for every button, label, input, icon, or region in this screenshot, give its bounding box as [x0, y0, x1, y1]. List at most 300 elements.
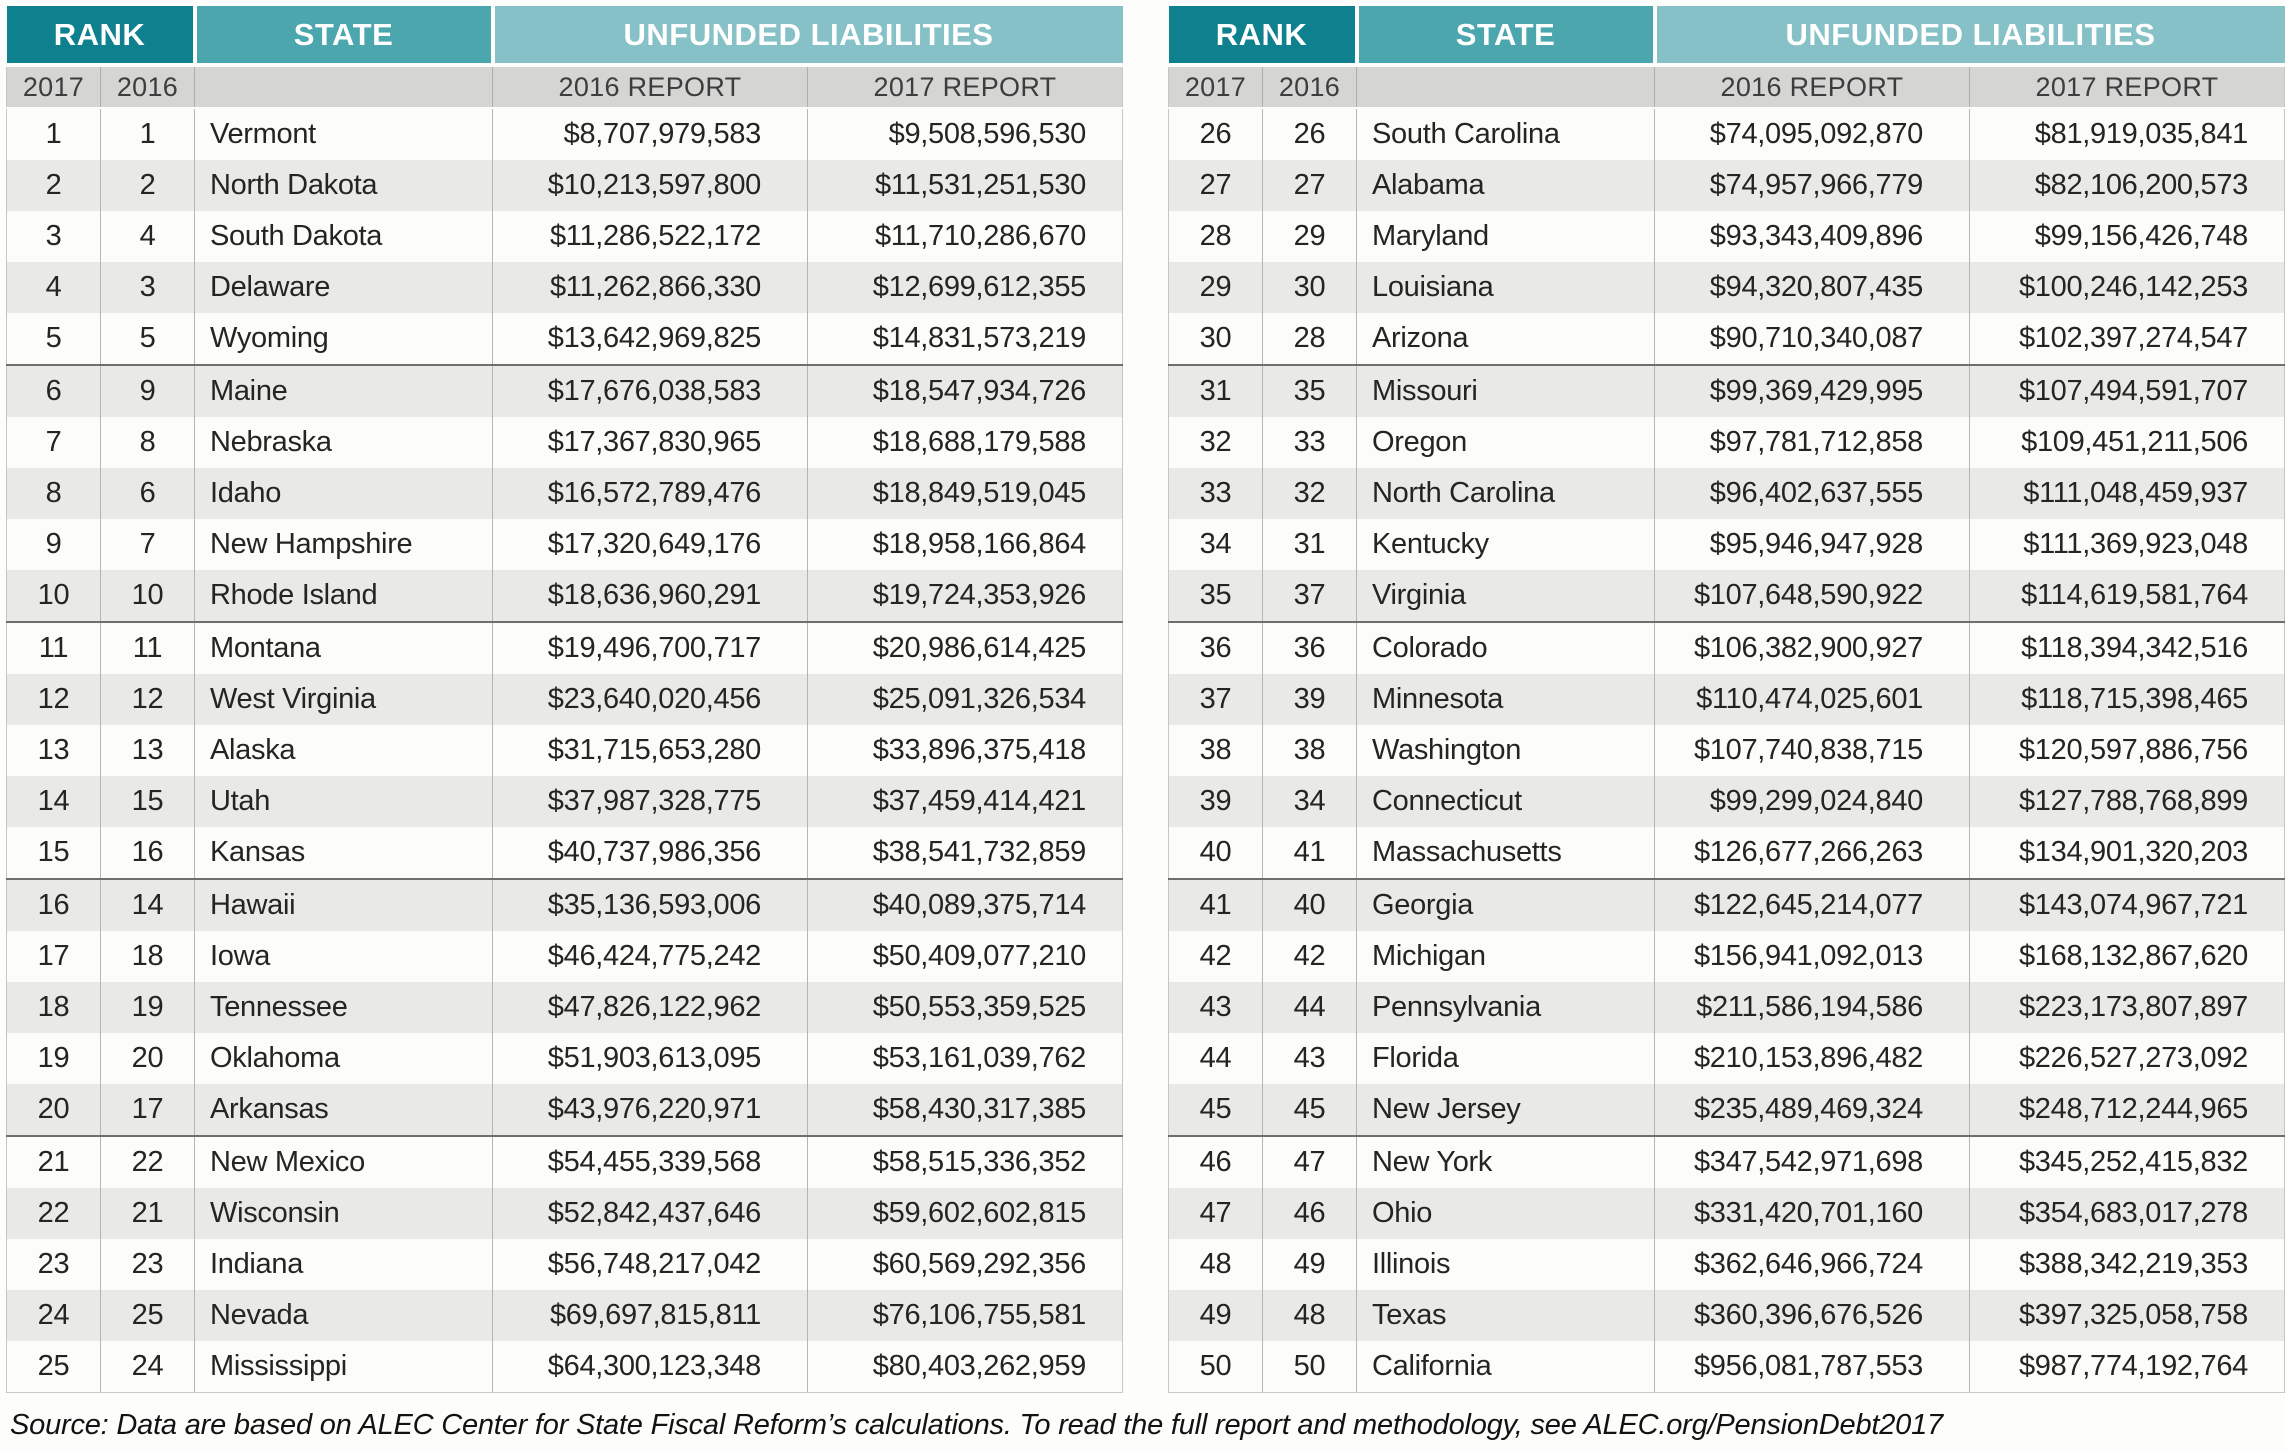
table-body-left — [7, 108, 1123, 1393]
rank-2016-cell: 16 — [101, 827, 195, 879]
table-row — [7, 1084, 1123, 1136]
report-2016-cell: $52,842,437,646 — [493, 1188, 808, 1239]
rank-2016-cell: 22 — [101, 1136, 195, 1188]
subheader-2017: 2017 — [7, 65, 101, 108]
state-cell: Iowa — [195, 931, 493, 982]
rank-2016-cell: 27 — [1263, 160, 1357, 211]
subheader-row — [1169, 65, 2285, 108]
report-2016-cell: $107,740,838,715 — [1655, 725, 1970, 776]
rank-2016-cell: 14 — [101, 879, 195, 931]
rank-2016-cell: 21 — [101, 1188, 195, 1239]
state-cell: Nebraska — [195, 417, 493, 468]
state-cell: Arkansas — [195, 1084, 493, 1136]
state-cell: West Virginia — [195, 674, 493, 725]
rank-2017-cell: 43 — [1169, 982, 1263, 1033]
rank-2017-cell: 6 — [7, 365, 101, 417]
state-cell: Minnesota — [1357, 674, 1655, 725]
report-2016-cell: $23,640,020,456 — [493, 674, 808, 725]
rank-2017-cell: 5 — [7, 313, 101, 365]
report-2017-cell: $226,527,273,092 — [1970, 1033, 2285, 1084]
report-2017-cell: $38,541,732,859 — [808, 827, 1123, 879]
rank-2016-cell: 49 — [1263, 1239, 1357, 1290]
rank-2017-cell: 16 — [7, 879, 101, 931]
report-2016-cell: $90,710,340,087 — [1655, 313, 1970, 365]
rank-2017-cell: 20 — [7, 1084, 101, 1136]
report-2016-cell: $956,081,787,553 — [1655, 1341, 1970, 1393]
rank-2017-cell: 29 — [1169, 262, 1263, 313]
table-row — [7, 570, 1123, 622]
table-row — [1169, 211, 2285, 262]
rank-2016-cell: 10 — [101, 570, 195, 622]
state-cell: Wyoming — [195, 313, 493, 365]
source-note: Source: Data are based on ALEC Center for State Fiscal Reform’s calculations. To read the full report and methodology, see ALEC.org/PensionDebt2017 — [10, 1409, 1943, 1441]
report-2017-cell: $18,688,179,588 — [808, 417, 1123, 468]
rank-2017-cell: 3 — [7, 211, 101, 262]
table-row — [7, 776, 1123, 827]
table-row — [1169, 1033, 2285, 1084]
state-cell: Hawaii — [195, 879, 493, 931]
table-row — [7, 622, 1123, 674]
state-cell: Georgia — [1357, 879, 1655, 931]
rank-2017-cell: 38 — [1169, 725, 1263, 776]
table-row — [1169, 1188, 2285, 1239]
rank-2017-cell: 4 — [7, 262, 101, 313]
report-2017-cell: $143,074,967,721 — [1970, 879, 2285, 931]
table-row — [7, 262, 1123, 313]
table-row — [1169, 160, 2285, 211]
report-2016-cell: $210,153,896,482 — [1655, 1033, 1970, 1084]
rank-2017-cell: 23 — [7, 1239, 101, 1290]
state-cell: Pennsylvania — [1357, 982, 1655, 1033]
rank-2017-cell: 21 — [7, 1136, 101, 1188]
rank-2017-cell: 31 — [1169, 365, 1263, 417]
report-2016-cell: $18,636,960,291 — [493, 570, 808, 622]
rank-2017-cell: 32 — [1169, 417, 1263, 468]
rank-header: RANK — [7, 6, 195, 65]
rank-2016-cell: 38 — [1263, 725, 1357, 776]
report-2017-cell: $37,459,414,421 — [808, 776, 1123, 827]
state-cell: Indiana — [195, 1239, 493, 1290]
rank-2017-cell: 14 — [7, 776, 101, 827]
report-2017-cell: $111,048,459,937 — [1970, 468, 2285, 519]
state-cell: Connecticut — [1357, 776, 1655, 827]
rank-2016-cell: 37 — [1263, 570, 1357, 622]
report-2016-cell: $331,420,701,160 — [1655, 1188, 1970, 1239]
state-cell: Nevada — [195, 1290, 493, 1341]
report-2017-cell: $81,919,035,841 — [1970, 108, 2285, 160]
rank-2017-cell: 9 — [7, 519, 101, 570]
rank-2016-cell: 15 — [101, 776, 195, 827]
liabilities-header: UNFUNDED LIABILITIES — [1655, 6, 2285, 65]
rank-2017-cell: 39 — [1169, 776, 1263, 827]
table-row — [1169, 365, 2285, 417]
report-2017-cell: $19,724,353,926 — [808, 570, 1123, 622]
table-row — [7, 725, 1123, 776]
rank-2016-cell: 11 — [101, 622, 195, 674]
report-2017-cell: $60,569,292,356 — [808, 1239, 1123, 1290]
state-cell: Delaware — [195, 262, 493, 313]
report-2016-cell: $211,586,194,586 — [1655, 982, 1970, 1033]
table-row — [7, 1239, 1123, 1290]
rank-2016-cell: 34 — [1263, 776, 1357, 827]
rank-2016-cell: 24 — [101, 1341, 195, 1393]
table-row — [7, 674, 1123, 725]
table-row — [1169, 1341, 2285, 1393]
table-row — [1169, 262, 2285, 313]
state-cell: Montana — [195, 622, 493, 674]
rank-2017-cell: 35 — [1169, 570, 1263, 622]
rank-2016-cell: 50 — [1263, 1341, 1357, 1393]
report-2016-cell: $54,455,339,568 — [493, 1136, 808, 1188]
state-cell: Alabama — [1357, 160, 1655, 211]
report-2017-cell: $50,553,359,525 — [808, 982, 1123, 1033]
subheader-2016-report: 2016 REPORT — [493, 65, 808, 108]
rank-2016-cell: 48 — [1263, 1290, 1357, 1341]
rank-2017-cell: 30 — [1169, 313, 1263, 365]
table-row — [1169, 1084, 2285, 1136]
rank-2017-cell: 47 — [1169, 1188, 1263, 1239]
report-2017-cell: $168,132,867,620 — [1970, 931, 2285, 982]
rank-2016-cell: 33 — [1263, 417, 1357, 468]
state-cell: New York — [1357, 1136, 1655, 1188]
report-2017-cell: $118,715,398,465 — [1970, 674, 2285, 725]
report-2016-cell: $47,826,122,962 — [493, 982, 808, 1033]
report-2016-cell: $106,382,900,927 — [1655, 622, 1970, 674]
rank-2016-cell: 3 — [101, 262, 195, 313]
subheader-row — [7, 65, 1123, 108]
rank-2016-cell: 28 — [1263, 313, 1357, 365]
rank-2016-cell: 5 — [101, 313, 195, 365]
rank-2017-cell: 7 — [7, 417, 101, 468]
table-row — [1169, 725, 2285, 776]
rank-2017-cell: 41 — [1169, 879, 1263, 931]
rank-2017-cell: 48 — [1169, 1239, 1263, 1290]
rank-2016-cell: 2 — [101, 160, 195, 211]
rank-2016-cell: 44 — [1263, 982, 1357, 1033]
rank-2016-cell: 47 — [1263, 1136, 1357, 1188]
report-2017-cell: $11,710,286,670 — [808, 211, 1123, 262]
report-2017-cell: $100,246,142,253 — [1970, 262, 2285, 313]
rank-2017-cell: 10 — [7, 570, 101, 622]
rank-2017-cell: 49 — [1169, 1290, 1263, 1341]
rank-2017-cell: 15 — [7, 827, 101, 879]
subheader-state-blank — [1357, 65, 1655, 108]
rank-2016-cell: 30 — [1263, 262, 1357, 313]
table-row — [1169, 108, 2285, 160]
report-2017-cell: $18,849,519,045 — [808, 468, 1123, 519]
report-2016-cell: $156,941,092,013 — [1655, 931, 1970, 982]
state-cell: Utah — [195, 776, 493, 827]
state-cell: Oregon — [1357, 417, 1655, 468]
rank-2017-cell: 18 — [7, 982, 101, 1033]
rank-2016-cell: 20 — [101, 1033, 195, 1084]
rank-2017-cell: 8 — [7, 468, 101, 519]
rank-2017-cell: 50 — [1169, 1341, 1263, 1393]
state-cell: South Carolina — [1357, 108, 1655, 160]
report-2016-cell: $37,987,328,775 — [493, 776, 808, 827]
state-cell: California — [1357, 1341, 1655, 1393]
state-cell: North Dakota — [195, 160, 493, 211]
table-row — [7, 1136, 1123, 1188]
rank-2017-cell: 22 — [7, 1188, 101, 1239]
report-2017-cell: $345,252,415,832 — [1970, 1136, 2285, 1188]
state-cell: Illinois — [1357, 1239, 1655, 1290]
table-row — [7, 1341, 1123, 1393]
subheader-2017: 2017 — [1169, 65, 1263, 108]
rank-2016-cell: 18 — [101, 931, 195, 982]
state-cell: Michigan — [1357, 931, 1655, 982]
rank-2017-cell: 34 — [1169, 519, 1263, 570]
report-2017-cell: $11,531,251,530 — [808, 160, 1123, 211]
table-row — [1169, 827, 2285, 879]
report-2017-cell: $114,619,581,764 — [1970, 570, 2285, 622]
table-row — [7, 160, 1123, 211]
table-row — [7, 211, 1123, 262]
rank-2016-cell: 12 — [101, 674, 195, 725]
table-row — [7, 417, 1123, 468]
report-2016-cell: $94,320,807,435 — [1655, 262, 1970, 313]
state-cell: Vermont — [195, 108, 493, 160]
report-2016-cell: $35,136,593,006 — [493, 879, 808, 931]
report-2016-cell: $99,369,429,995 — [1655, 365, 1970, 417]
report-2017-cell: $9,508,596,530 — [808, 108, 1123, 160]
rank-header: RANK — [1169, 6, 1357, 65]
report-2016-cell: $93,343,409,896 — [1655, 211, 1970, 262]
report-2017-cell: $397,325,058,758 — [1970, 1290, 2285, 1341]
report-2016-cell: $95,946,947,928 — [1655, 519, 1970, 570]
subheader-2016: 2016 — [1263, 65, 1357, 108]
state-cell: Oklahoma — [195, 1033, 493, 1084]
rank-2016-cell: 41 — [1263, 827, 1357, 879]
rank-2016-cell: 32 — [1263, 468, 1357, 519]
rank-2017-cell: 1 — [7, 108, 101, 160]
state-cell: Maine — [195, 365, 493, 417]
state-cell: Kansas — [195, 827, 493, 879]
rank-2016-cell: 36 — [1263, 622, 1357, 674]
report-2016-cell: $110,474,025,601 — [1655, 674, 1970, 725]
report-2016-cell: $17,676,038,583 — [493, 365, 808, 417]
report-2016-cell: $347,542,971,698 — [1655, 1136, 1970, 1188]
rank-2017-cell: 26 — [1169, 108, 1263, 160]
subheader-2016-report: 2016 REPORT — [1655, 65, 1970, 108]
rank-2016-cell: 1 — [101, 108, 195, 160]
table-row — [1169, 417, 2285, 468]
report-2017-cell: $109,451,211,506 — [1970, 417, 2285, 468]
table-row — [1169, 1136, 2285, 1188]
state-header: STATE — [1357, 6, 1655, 65]
state-cell: Mississippi — [195, 1341, 493, 1393]
rank-2017-cell: 11 — [7, 622, 101, 674]
report-2016-cell: $43,976,220,971 — [493, 1084, 808, 1136]
rank-2016-cell: 25 — [101, 1290, 195, 1341]
rank-2016-cell: 46 — [1263, 1188, 1357, 1239]
report-2017-cell: $18,547,934,726 — [808, 365, 1123, 417]
state-cell: Texas — [1357, 1290, 1655, 1341]
table-row — [1169, 1290, 2285, 1341]
report-2017-cell: $111,369,923,048 — [1970, 519, 2285, 570]
report-2016-cell: $16,572,789,476 — [493, 468, 808, 519]
report-2017-cell: $50,409,077,210 — [808, 931, 1123, 982]
table-row — [7, 468, 1123, 519]
rank-2017-cell: 44 — [1169, 1033, 1263, 1084]
report-2016-cell: $69,697,815,811 — [493, 1290, 808, 1341]
header-row — [7, 6, 1123, 65]
report-2017-cell: $987,774,192,764 — [1970, 1341, 2285, 1393]
table-row — [1169, 468, 2285, 519]
rank-2016-cell: 4 — [101, 211, 195, 262]
report-2017-cell: $223,173,807,897 — [1970, 982, 2285, 1033]
rank-2016-cell: 45 — [1263, 1084, 1357, 1136]
report-2016-cell: $46,424,775,242 — [493, 931, 808, 982]
table-row — [7, 1290, 1123, 1341]
rank-2017-cell: 40 — [1169, 827, 1263, 879]
report-2016-cell: $31,715,653,280 — [493, 725, 808, 776]
rank-2016-cell: 8 — [101, 417, 195, 468]
report-2017-cell: $25,091,326,534 — [808, 674, 1123, 725]
table-body-right — [1169, 108, 2285, 1393]
table-row — [7, 827, 1123, 879]
rank-2016-cell: 35 — [1263, 365, 1357, 417]
table-row — [7, 931, 1123, 982]
rank-2016-cell: 31 — [1263, 519, 1357, 570]
rank-2016-cell: 39 — [1263, 674, 1357, 725]
report-2016-cell: $17,320,649,176 — [493, 519, 808, 570]
table-row — [1169, 776, 2285, 827]
report-2016-cell: $10,213,597,800 — [493, 160, 808, 211]
report-2017-cell: $76,106,755,581 — [808, 1290, 1123, 1341]
report-2017-cell: $59,602,602,815 — [808, 1188, 1123, 1239]
rank-2017-cell: 27 — [1169, 160, 1263, 211]
report-2016-cell: $17,367,830,965 — [493, 417, 808, 468]
report-2016-cell: $107,648,590,922 — [1655, 570, 1970, 622]
state-cell: Massachusetts — [1357, 827, 1655, 879]
rank-2017-cell: 45 — [1169, 1084, 1263, 1136]
rank-2017-cell: 2 — [7, 160, 101, 211]
report-2017-cell: $53,161,039,762 — [808, 1033, 1123, 1084]
state-cell: Arizona — [1357, 313, 1655, 365]
report-2016-cell: $96,402,637,555 — [1655, 468, 1970, 519]
rank-table-left — [6, 6, 1123, 1393]
rank-2017-cell: 13 — [7, 725, 101, 776]
rank-2017-cell: 17 — [7, 931, 101, 982]
state-cell: Missouri — [1357, 365, 1655, 417]
report-2017-cell: $58,430,317,385 — [808, 1084, 1123, 1136]
rank-2017-cell: 36 — [1169, 622, 1263, 674]
state-cell: Tennessee — [195, 982, 493, 1033]
state-cell: New Jersey — [1357, 1084, 1655, 1136]
table-row — [1169, 674, 2285, 725]
state-cell: New Hampshire — [195, 519, 493, 570]
rank-2017-cell: 42 — [1169, 931, 1263, 982]
report-2017-cell: $134,901,320,203 — [1970, 827, 2285, 879]
report-2016-cell: $56,748,217,042 — [493, 1239, 808, 1290]
report-2016-cell: $362,646,966,724 — [1655, 1239, 1970, 1290]
report-2016-cell: $360,396,676,526 — [1655, 1290, 1970, 1341]
rank-2017-cell: 25 — [7, 1341, 101, 1393]
report-2016-cell: $122,645,214,077 — [1655, 879, 1970, 931]
table-row — [1169, 1239, 2285, 1290]
report-2017-cell: $107,494,591,707 — [1970, 365, 2285, 417]
report-2016-cell: $235,489,469,324 — [1655, 1084, 1970, 1136]
state-cell: Colorado — [1357, 622, 1655, 674]
table-row — [1169, 982, 2285, 1033]
state-cell: Alaska — [195, 725, 493, 776]
rank-2017-cell: 28 — [1169, 211, 1263, 262]
table-row — [1169, 519, 2285, 570]
rank-2016-cell: 40 — [1263, 879, 1357, 931]
report-2017-cell: $388,342,219,353 — [1970, 1239, 2285, 1290]
rank-2016-cell: 7 — [101, 519, 195, 570]
report-2017-cell: $33,896,375,418 — [808, 725, 1123, 776]
rank-2016-cell: 42 — [1263, 931, 1357, 982]
report-2016-cell: $11,262,866,330 — [493, 262, 808, 313]
report-2017-cell: $20,986,614,425 — [808, 622, 1123, 674]
state-cell: Washington — [1357, 725, 1655, 776]
rank-2017-cell: 12 — [7, 674, 101, 725]
report-2016-cell: $64,300,123,348 — [493, 1341, 808, 1393]
table-row — [7, 879, 1123, 931]
rank-2017-cell: 37 — [1169, 674, 1263, 725]
state-cell: Louisiana — [1357, 262, 1655, 313]
state-header: STATE — [195, 6, 493, 65]
rank-2016-cell: 43 — [1263, 1033, 1357, 1084]
state-cell: Rhode Island — [195, 570, 493, 622]
rank-2017-cell: 24 — [7, 1290, 101, 1341]
report-2017-cell: $18,958,166,864 — [808, 519, 1123, 570]
report-2017-cell: $99,156,426,748 — [1970, 211, 2285, 262]
table-row — [7, 519, 1123, 570]
state-cell: South Dakota — [195, 211, 493, 262]
report-2016-cell: $8,707,979,583 — [493, 108, 808, 160]
table-row — [7, 1188, 1123, 1239]
report-2017-cell: $354,683,017,278 — [1970, 1188, 2285, 1239]
subheader-2016: 2016 — [101, 65, 195, 108]
liabilities-header: UNFUNDED LIABILITIES — [493, 6, 1123, 65]
state-cell: Maryland — [1357, 211, 1655, 262]
report-2016-cell: $19,496,700,717 — [493, 622, 808, 674]
rank-2016-cell: 9 — [101, 365, 195, 417]
subheader-2017-report: 2017 REPORT — [808, 65, 1123, 108]
report-2016-cell: $51,903,613,095 — [493, 1033, 808, 1084]
subheader-2017-report: 2017 REPORT — [1970, 65, 2285, 108]
rank-2016-cell: 29 — [1263, 211, 1357, 262]
table-row — [7, 982, 1123, 1033]
report-2017-cell: $118,394,342,516 — [1970, 622, 2285, 674]
rank-2017-cell: 46 — [1169, 1136, 1263, 1188]
state-cell: Idaho — [195, 468, 493, 519]
report-2017-cell: $127,788,768,899 — [1970, 776, 2285, 827]
report-2017-cell: $102,397,274,547 — [1970, 313, 2285, 365]
table-row — [7, 365, 1123, 417]
rank-2016-cell: 19 — [101, 982, 195, 1033]
table-row — [1169, 622, 2285, 674]
report-2017-cell: $82,106,200,573 — [1970, 160, 2285, 211]
report-2016-cell: $99,299,024,840 — [1655, 776, 1970, 827]
report-2017-cell: $14,831,573,219 — [808, 313, 1123, 365]
state-cell: Ohio — [1357, 1188, 1655, 1239]
rank-2016-cell: 23 — [101, 1239, 195, 1290]
table-row — [1169, 313, 2285, 365]
report-2017-cell: $248,712,244,965 — [1970, 1084, 2285, 1136]
state-cell: Kentucky — [1357, 519, 1655, 570]
rank-2017-cell: 33 — [1169, 468, 1263, 519]
table-row — [7, 1033, 1123, 1084]
rank-table-right — [1168, 6, 2285, 1393]
table-row — [1169, 570, 2285, 622]
report-2017-cell: $58,515,336,352 — [808, 1136, 1123, 1188]
state-cell: Virginia — [1357, 570, 1655, 622]
table-row — [7, 313, 1123, 365]
